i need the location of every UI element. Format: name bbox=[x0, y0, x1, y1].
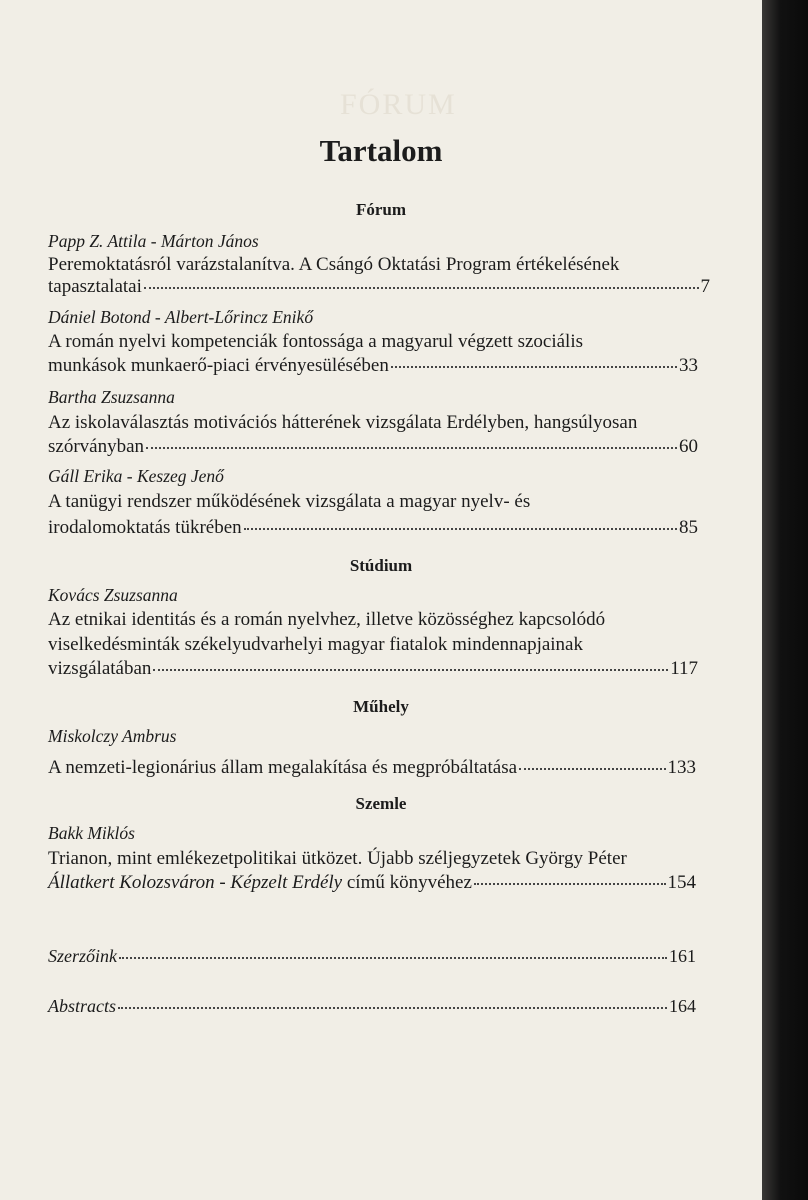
dot-leader bbox=[146, 446, 677, 449]
section-heading-muhely: Műhely bbox=[353, 697, 409, 716]
dot-leader bbox=[144, 286, 699, 289]
dot-leader bbox=[118, 1006, 667, 1009]
entry-title-line: irodalomoktatás tükrében bbox=[48, 517, 242, 538]
entry-title-line: tapasztalatai bbox=[48, 276, 142, 297]
toc-entry-authors[interactable] bbox=[48, 946, 696, 967]
page-number: 161 bbox=[669, 946, 696, 966]
back-matter-label: Szerzőink bbox=[48, 946, 117, 966]
entry-title-line: szórványban bbox=[48, 436, 145, 457]
dot-leader bbox=[153, 668, 668, 671]
entry-author: Gáll Erika - Keszeg Jenő bbox=[48, 466, 224, 486]
toc-entry-line[interactable] bbox=[48, 355, 698, 377]
book-title-italic: Állatkert Kolozsváron - Képzelt Erdély bbox=[48, 872, 343, 893]
page-number: 154 bbox=[667, 872, 696, 893]
toc-entry-line[interactable] bbox=[48, 658, 698, 680]
entry-author: Kovács Zsuzsanna bbox=[48, 585, 178, 605]
toc-entry-line[interactable] bbox=[48, 872, 696, 894]
toc-entry-line[interactable] bbox=[48, 517, 698, 539]
page-number: 117 bbox=[670, 658, 698, 679]
page-title: Tartalom bbox=[319, 133, 443, 168]
dot-leader bbox=[244, 527, 677, 530]
entry-title-suffix: című könyvéhez bbox=[342, 872, 472, 893]
section-heading-szemle: Szemle bbox=[355, 794, 407, 813]
dot-leader bbox=[519, 767, 665, 770]
entry-title-line: vizsgálatában bbox=[48, 658, 152, 679]
entry-title-line: Trianon, mint emlékezetpolitikai ütközet. Újabb széljegyzetek György Péter bbox=[48, 848, 627, 869]
entry-title-line: viselkedésminták székelyudvarhelyi magyar fiatalok mindennapjainak bbox=[48, 634, 583, 655]
entry-title-line: Peremoktatásról varázstalanítva. A Csángó Oktatási Program értékelésének bbox=[48, 254, 620, 275]
entry-title-line: A román nyelvi kompetenciák fontossága a magyarul végzett szociális bbox=[48, 331, 583, 352]
entry-title-line: Az etnikai identitás és a román nyelvhez, illetve közösséghez kapcsolódó bbox=[48, 609, 606, 630]
page-number: 164 bbox=[669, 996, 696, 1016]
page-number: 60 bbox=[679, 436, 698, 457]
entry-title-line: munkások munkaerő-piaci érvényesülésében bbox=[48, 355, 389, 376]
page-number: 133 bbox=[667, 757, 696, 778]
entry-author: Papp Z. Attila - Márton János bbox=[48, 231, 259, 251]
page-number: 85 bbox=[679, 517, 698, 538]
toc-entry-abstracts[interactable] bbox=[48, 996, 696, 1017]
entry-title-line: A nemzeti-legionárius állam megalakítása és megpróbáltatása bbox=[48, 757, 518, 778]
section-heading-studium: Stúdium bbox=[349, 556, 413, 575]
toc-entry-line[interactable] bbox=[48, 757, 696, 779]
toc-entry-line[interactable] bbox=[48, 276, 710, 298]
entry-author: Dániel Botond - Albert-Lőrincz Enikő bbox=[48, 307, 314, 327]
toc-entry-line[interactable] bbox=[48, 436, 698, 458]
page-number: 7 bbox=[700, 276, 710, 297]
dot-leader bbox=[391, 365, 677, 368]
entry-title-line bbox=[48, 872, 472, 894]
entry-title-line: Az iskolaválasztás motivációs hátterének vizsgálata Erdélyben, hangsúlyosan bbox=[48, 412, 638, 433]
entry-title-line: A tanügyi rendszer működésének vizsgálata a magyar nyelv- és bbox=[48, 491, 531, 512]
dot-leader bbox=[119, 956, 667, 959]
dot-leader bbox=[474, 882, 666, 885]
page-number: 33 bbox=[679, 355, 698, 376]
entry-author: Bakk Miklós bbox=[48, 823, 135, 843]
entry-author: Miskolczy Ambrus bbox=[48, 726, 177, 746]
entry-author: Bartha Zsuzsanna bbox=[48, 387, 175, 407]
book-spine-edge bbox=[762, 0, 808, 1200]
show-through-text: FÓRUM bbox=[340, 88, 457, 121]
back-matter-label: Abstracts bbox=[48, 996, 117, 1016]
section-heading-forum: Fórum bbox=[355, 200, 407, 219]
